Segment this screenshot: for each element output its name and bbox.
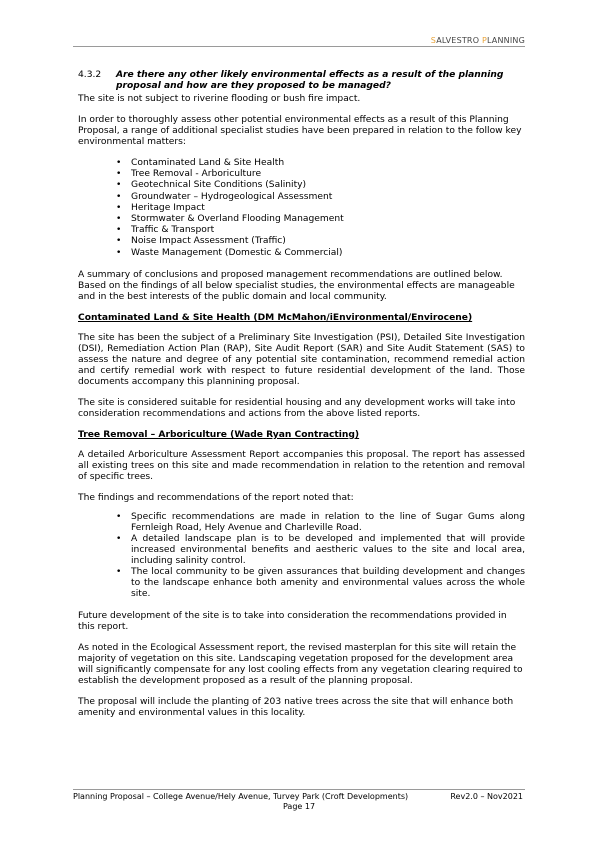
brand-text-1: ALVESTRO xyxy=(436,36,482,45)
tree-removal-title: Tree Removal – Arboriculture (Wade Ryan Contracting) xyxy=(78,429,360,440)
tree-paragraph-3: Future development of the site is to take into consideration the recommendations provided in this report. xyxy=(78,610,507,632)
list-item: • Noise Impact Assessment (Traffic) xyxy=(78,236,525,247)
tree-paragraph-1: A detailed Arboriculture Assessment Report accompanies this proposal. The report has assessed all existing trees on this site and made recommendation in relation to the retention and removal of specific trees. xyxy=(78,449,525,482)
header-rule xyxy=(73,46,525,47)
brand-initial-s: S xyxy=(430,36,437,45)
list-item: • A detailed landscape plan is to be developed and implemented that will provide increased environmental benefits and aestheric values to the site and local area, including salinity control. xyxy=(78,534,525,567)
paragraph-flooding: The site is not subject to riverine flooding or bush fire impact. xyxy=(78,94,361,104)
contaminated-paragraph-2: The site is considered suitable for residential housing and any development works will take into consideration recommendations and actions from the above listed reports. xyxy=(78,397,516,419)
list-item: • Traffic & Transport xyxy=(78,225,525,236)
list-item: • Specific recommendations are made in relation to the line of Sugar Gums along Fernleigh Road, Hely Avenue and Charleville Road. xyxy=(78,512,525,534)
header-brand xyxy=(73,36,525,45)
findings-list xyxy=(78,512,525,600)
list-item: • Contaminated Land & Site Health xyxy=(78,158,525,169)
list-item: • Heritage Impact xyxy=(78,203,525,214)
tree-paragraph-2: The findings and recommendations of the report noted that: xyxy=(78,492,354,503)
footer-revision: Rev2.0 – Nov2021 xyxy=(450,792,523,801)
list-item: • Waste Management (Domestic & Commercial) xyxy=(78,248,525,259)
brand-initial-p: P xyxy=(481,36,487,45)
heading-number: 4.3.2 xyxy=(78,70,102,80)
topics-list xyxy=(78,158,525,259)
list-item: • Stormwater & Overland Flooding Management xyxy=(78,214,525,225)
list-item: • Tree Removal - Arboriculture xyxy=(78,169,525,180)
tree-paragraph-5: The proposal will include the planting of 203 native trees across the site that will enhance both amenity and environmental values in this locality. xyxy=(78,696,514,718)
contaminated-paragraph-1: The site has been the subject of a Preliminary Site Investigation (PSI), Detailed Site Investigation (DSI), Remediation Action Plan (RAP), Site Audit Report (SAR) and Site Audit Statement (SAS) to assess the nature and degree of any potential site contamination, recommend remedial action and certify remedial work with respect to future residential development of the land. Those documents accompany this plannining proposal. xyxy=(78,332,525,387)
contaminated-land-title: Contaminated Land & Site Health (DM McMahon/iEnvironmental/Envirocene) xyxy=(78,312,473,323)
tree-paragraph-4: As noted in the Ecological Assessment report, the revised masterplan for this site will retain the majority of vegetation on this site. Landscaping vegetation proposed for the development area will significantly compensate for any lost cooling effects from any vegetation clearing required to establish the development proposed as a result of the planning proposal. xyxy=(78,642,523,686)
heading-text: Are there any other likely environmental effects as a result of the planning proposal and how are they proposed to be managed? xyxy=(116,70,504,91)
footer-document-title: Planning Proposal – College Avenue/Hely Avenue, Turvey Park (Croft Developments) xyxy=(73,792,409,801)
list-item: • Geotechnical Site Conditions (Salinity) xyxy=(78,180,525,191)
footer-rule xyxy=(73,789,525,790)
paragraph-summary: A summary of conclusions and proposed management recommendations are outlined below. Based on the findings of all below specialist studies, the environmental effects are manageable and in the best interests of the public domain and local community. xyxy=(78,269,515,302)
brand-text-2: LANNING xyxy=(486,36,525,45)
page-number: Page 17 xyxy=(282,802,316,811)
list-item: • The local community to be given assurances that building development and changes to the landscape enhance both amenity and environmental values across the whole site. xyxy=(78,567,525,600)
page-content xyxy=(78,70,525,729)
section-heading xyxy=(78,70,525,92)
paragraph-studies-intro: In order to thoroughly assess other potential environmental effects as a result of this Planning Proposal, a range of additional specialist studies have been prepared in relation to the follow key environmental matters: xyxy=(78,115,522,147)
list-item: • Groundwater – Hydrogeological Assessment xyxy=(78,192,525,203)
